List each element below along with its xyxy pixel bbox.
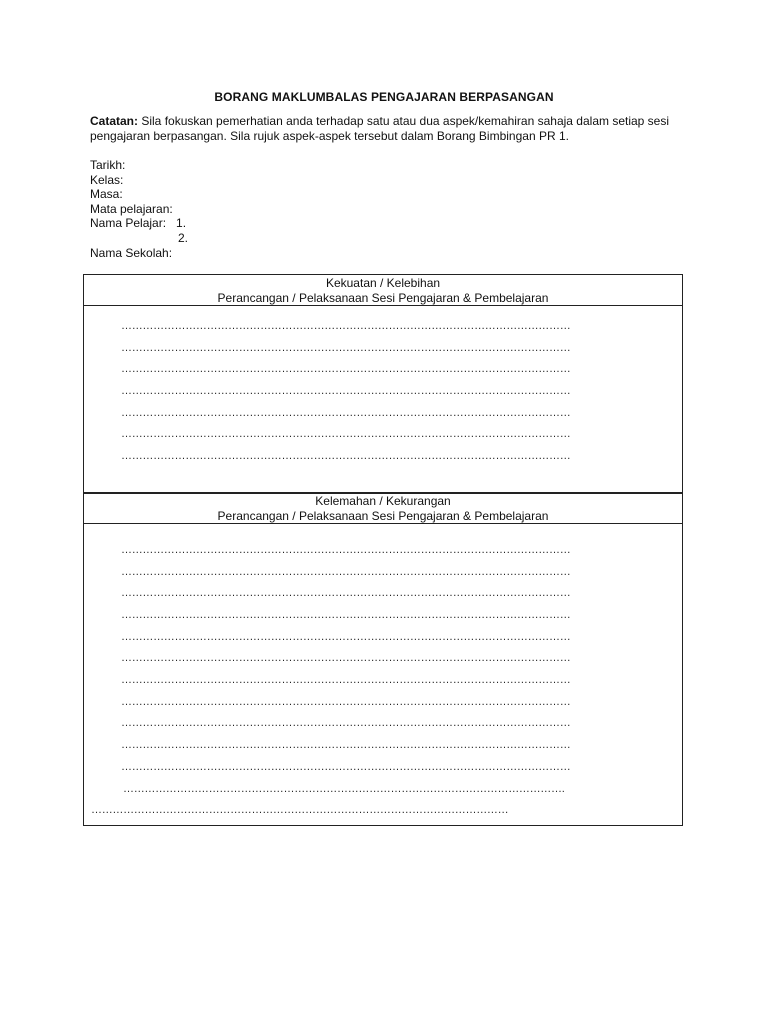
field-mata-pelajaran: Mata pelajaran:: [90, 201, 173, 216]
weaknesses-line[interactable]: ………………………………………………………………………………………………………………: [121, 674, 571, 686]
field-nama-pelajar-2-number: 2.: [178, 230, 189, 245]
field-nama-pelajar: Nama Pelajar: 1.: [90, 216, 187, 231]
weaknesses-subheading: Perancangan / Pelaksanaan Sesi Pengajaran & Pembelajaran: [217, 508, 549, 523]
strengths-line[interactable]: ………………………………………………………………………………………………………………: [121, 385, 571, 397]
note-text: Sila fokuskan pemerhatian anda terhadap satu atau dua aspek/kemahiran sahaja dalam setiap sesi pengajaran berpasangan. Sila rujuk aspek-aspek tersebut dalam Borang Bimbingan PR 1.: [90, 114, 670, 143]
field-nama-pelajar-2: [90, 231, 188, 246]
strengths-line[interactable]: ………………………………………………………………………………………………………………: [121, 407, 571, 419]
weaknesses-line[interactable]: ………………………………………………………………………………………………………………: [121, 544, 571, 556]
field-masa: Masa:: [90, 187, 123, 202]
weaknesses-header: [84, 493, 682, 524]
weaknesses-heading: Kelemahan / Kekurangan: [315, 494, 451, 508]
weaknesses-line[interactable]: ………………………………………………………………………………………………………………: [121, 652, 571, 664]
weaknesses-line[interactable]: ………………………………………………………………………………………………………………: [121, 739, 571, 751]
strengths-line[interactable]: ………………………………………………………………………………………………………………: [121, 450, 571, 462]
weaknesses-line[interactable]: ………………………………………………………………………………………………………………: [121, 761, 571, 773]
strengths-heading: Kekuatan / Kelebihan: [325, 276, 441, 290]
form-title: BORANG MAKLUMBALAS PENGAJARAN BERPASANGAN: [214, 90, 554, 104]
field-nama-sekolah: Nama Sekolah:: [90, 245, 173, 260]
strengths-line[interactable]: ………………………………………………………………………………………………………………: [121, 428, 571, 440]
field-tarikh: Tarikh:: [90, 158, 126, 172]
weaknesses-line[interactable]: ………………………………………………………………………………………………………………: [121, 696, 571, 708]
weaknesses-line[interactable]: ………………………………………………………………………………………………………………: [121, 631, 571, 643]
weaknesses-line-end[interactable]: …………………………………………………………………………………………………………….: [123, 783, 565, 795]
info-fields: [90, 158, 188, 260]
weaknesses-line[interactable]: ………………………………………………………………………………………………………………: [121, 587, 571, 599]
weaknesses-line[interactable]: ………………………………………………………………………………………………………………: [121, 566, 571, 578]
strengths-header: [84, 275, 682, 306]
strengths-line[interactable]: ………………………………………………………………………………………………………………: [121, 320, 571, 332]
strengths-table: [83, 274, 683, 494]
note-label: Catatan:: [90, 114, 139, 128]
weaknesses-line-outer[interactable]: ………………………………………………………………………………………………………: [91, 804, 509, 816]
weaknesses-line[interactable]: ………………………………………………………………………………………………………………: [121, 609, 571, 621]
note-paragraph: [90, 114, 690, 143]
strengths-line[interactable]: ………………………………………………………………………………………………………………: [121, 363, 571, 375]
strengths-line[interactable]: ………………………………………………………………………………………………………………: [121, 342, 571, 354]
strengths-subheading: Perancangan / Pelaksanaan Sesi Pengajaran & Pembelajaran: [217, 290, 549, 305]
weaknesses-table: [83, 492, 683, 826]
weaknesses-line[interactable]: ………………………………………………………………………………………………………………: [121, 717, 571, 729]
field-kelas: Kelas:: [90, 172, 124, 187]
